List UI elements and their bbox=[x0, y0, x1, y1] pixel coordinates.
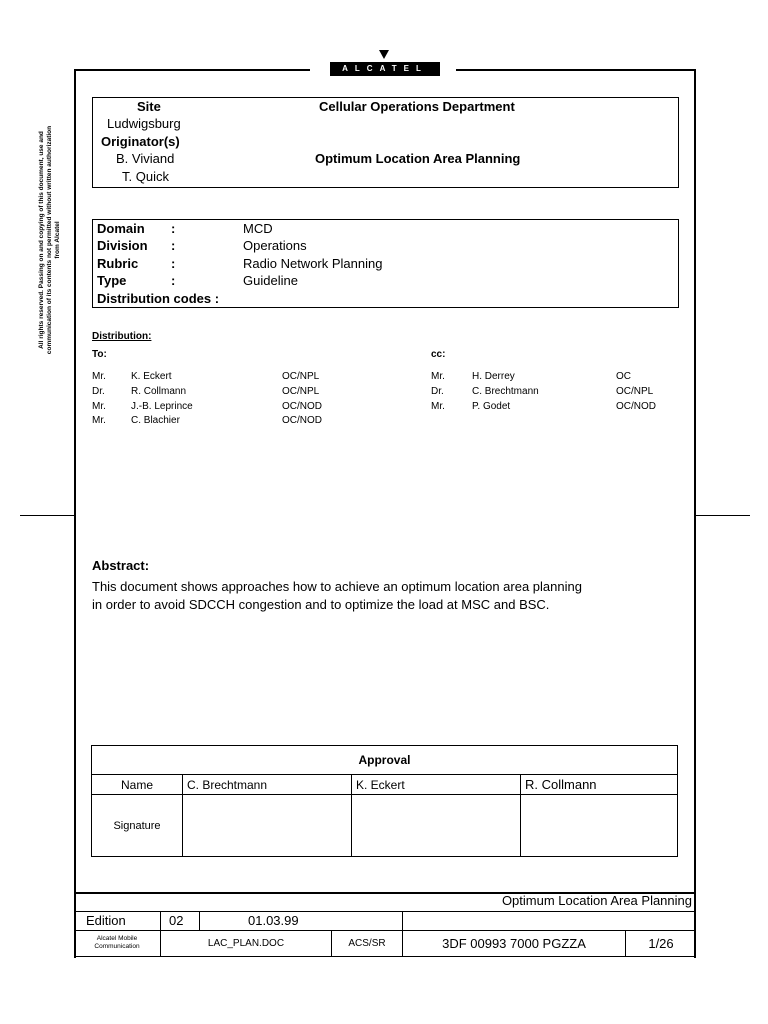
signature-cell-2 bbox=[352, 795, 521, 857]
originator-1: B. Viviand bbox=[116, 151, 175, 166]
to-title: Mr. bbox=[92, 371, 106, 382]
name-label: Name bbox=[92, 775, 183, 795]
site-label: Site bbox=[137, 99, 161, 114]
company-line-2: Communication bbox=[94, 943, 140, 950]
alcatel-logo: ALCATEL bbox=[330, 62, 440, 76]
page-number: 1/26 bbox=[648, 935, 674, 951]
abstract-line-1: This document shows approaches how to achieve an optimum location area planning bbox=[92, 579, 582, 594]
doc-number: 3DF 00993 7000 PGZZA bbox=[403, 930, 626, 956]
to-label: To: bbox=[92, 349, 107, 360]
to-name: K. Eckert bbox=[131, 371, 172, 382]
company-line-1: Alcatel Mobile bbox=[96, 935, 138, 942]
originators-label: Originator(s) bbox=[101, 134, 180, 149]
rubric-colon: : bbox=[171, 256, 176, 271]
to-title: Dr. bbox=[92, 386, 105, 397]
list-item bbox=[92, 401, 422, 415]
abstract-heading: Abstract: bbox=[92, 558, 150, 573]
footer-empty-cell bbox=[403, 911, 697, 930]
to-title: Mr. bbox=[92, 401, 106, 412]
distribution-codes-label: Distribution codes : bbox=[97, 291, 220, 306]
frame-right bbox=[694, 69, 696, 958]
logo-triangle-icon bbox=[379, 50, 389, 59]
domain-colon: : bbox=[171, 221, 176, 236]
domain-label: Domain bbox=[97, 221, 145, 236]
cc-dept: OC/NOD bbox=[616, 401, 656, 412]
rubric-label: Rubric bbox=[97, 256, 139, 271]
to-dept: OC/NOD bbox=[282, 415, 322, 426]
cc-dept: OC bbox=[616, 371, 631, 382]
approver-2-name: K. Eckert bbox=[352, 775, 521, 795]
division-label: Division bbox=[97, 238, 148, 253]
cc-name: C. Brechtmann bbox=[472, 386, 539, 397]
edition-label: Edition bbox=[74, 911, 161, 930]
approver-1-name: C. Brechtmann bbox=[183, 775, 352, 795]
company-cell bbox=[74, 930, 161, 956]
type-label: Type bbox=[97, 273, 127, 288]
signature-cell-3 bbox=[521, 795, 678, 857]
cc-dept: OC/NPL bbox=[616, 386, 654, 397]
division-colon: : bbox=[171, 238, 176, 253]
approver-3-name: R. Collmann bbox=[521, 775, 678, 795]
department: Cellular Operations Department bbox=[319, 99, 515, 114]
footer-dept: ACS/SR bbox=[332, 930, 403, 956]
list-item bbox=[431, 386, 681, 400]
header-box bbox=[92, 97, 679, 188]
fold-mark-left bbox=[20, 515, 74, 516]
list-item bbox=[431, 401, 681, 415]
list-item bbox=[92, 386, 422, 400]
to-dept: OC/NPL bbox=[282, 371, 320, 382]
to-name: R. Collmann bbox=[131, 386, 187, 397]
cc-title: Dr. bbox=[431, 386, 444, 397]
rubric-value: Radio Network Planning bbox=[243, 256, 383, 271]
list-item bbox=[431, 371, 681, 385]
domain-value: MCD bbox=[243, 221, 273, 236]
approval-table bbox=[91, 745, 678, 857]
type-colon: : bbox=[171, 273, 176, 288]
edition-date: 01.03.99 bbox=[200, 911, 403, 930]
cc-title: Mr. bbox=[431, 371, 445, 382]
classification-box bbox=[92, 219, 679, 308]
cc-label: cc: bbox=[431, 349, 446, 360]
cc-name: H. Derrey bbox=[472, 371, 515, 382]
type-value: Guideline bbox=[243, 273, 298, 288]
signature-label: Signature bbox=[92, 795, 183, 857]
frame-top-right bbox=[456, 69, 695, 71]
cc-name: P. Godet bbox=[472, 401, 511, 412]
to-title: Mr. bbox=[92, 415, 106, 426]
list-item bbox=[92, 415, 422, 429]
signature-cell-1 bbox=[183, 795, 352, 857]
division-value: Operations bbox=[243, 238, 307, 253]
cc-title: Mr. bbox=[431, 401, 445, 412]
footer-doc-title: Optimum Location Area Planning bbox=[501, 893, 692, 908]
frame-top-left bbox=[74, 69, 310, 71]
originator-2: T. Quick bbox=[122, 169, 169, 184]
to-dept: OC/NOD bbox=[282, 401, 322, 412]
distribution-heading: Distribution: bbox=[92, 331, 152, 342]
copyright-note: All rights reserved. Passing on and copying of this document, use and communication of its contents not permitted without written authorization from Alcatel bbox=[38, 125, 61, 355]
document-title: Optimum Location Area Planning bbox=[315, 151, 521, 166]
to-name: C. Blachier bbox=[131, 415, 180, 426]
edition-value: 02 bbox=[161, 911, 200, 930]
frame-left bbox=[74, 69, 76, 958]
footer-table bbox=[74, 911, 696, 957]
to-dept: OC/NPL bbox=[282, 386, 320, 397]
list-item bbox=[92, 371, 422, 385]
site-value: Ludwigsburg bbox=[107, 116, 181, 131]
to-name: J.-B. Leprince bbox=[131, 401, 193, 412]
filename: LAC_PLAN.DOC bbox=[161, 930, 332, 956]
approval-heading: Approval bbox=[92, 746, 678, 775]
abstract-line-2: in order to avoid SDCCH congestion and to optimize the load at MSC and BSC. bbox=[92, 597, 550, 612]
fold-mark-right bbox=[695, 515, 750, 516]
